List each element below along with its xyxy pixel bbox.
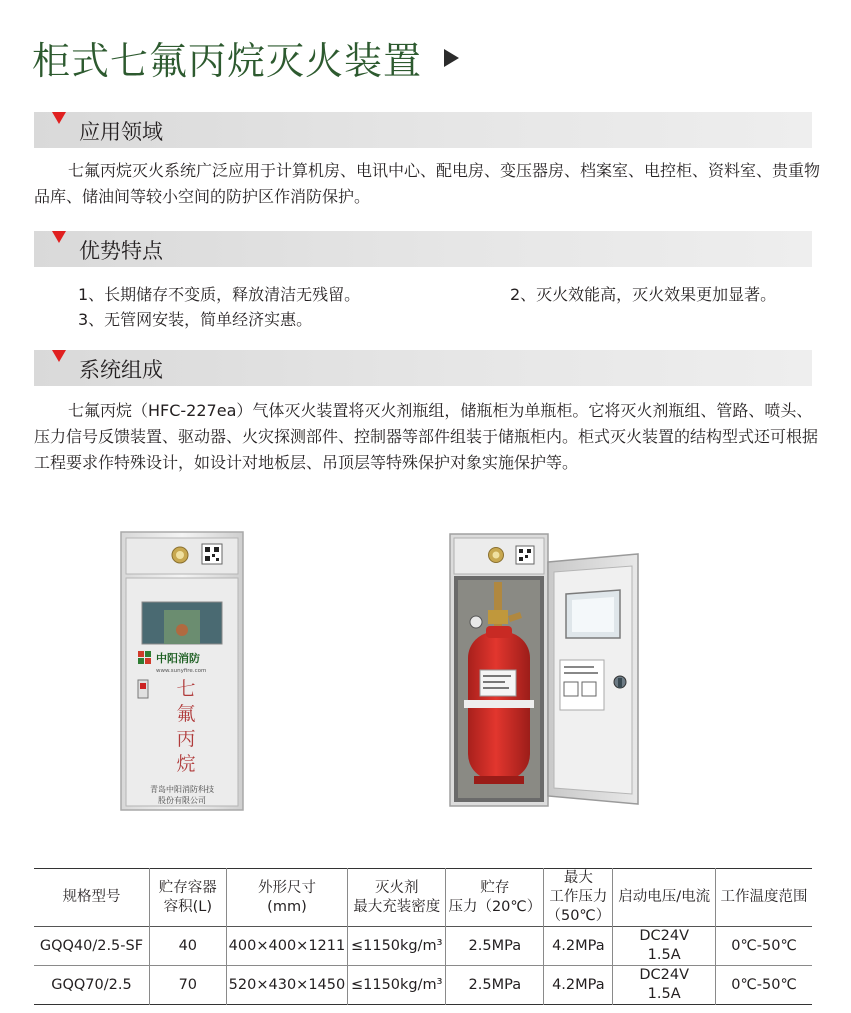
table-header-row	[34, 869, 812, 927]
cell-voltage: DC24V 1.5A	[613, 966, 716, 1005]
feature-item: 1、长期储存不变质，释放清洁无残留。	[78, 285, 361, 304]
vertical-label-char: 七	[176, 678, 196, 700]
feature-item: 2、灭火效能高，灭火效果更加显著。	[510, 285, 777, 304]
red-triangle-icon	[52, 112, 66, 124]
red-triangle-icon	[52, 231, 66, 243]
spec-table	[34, 868, 812, 1005]
table-row	[34, 927, 812, 966]
vertical-label-char: 烷	[176, 753, 196, 775]
section-label: 优势特点	[79, 239, 163, 263]
section-label: 系统组成	[79, 358, 163, 382]
header-cell: 工作温度范围	[716, 869, 812, 927]
cell-max-pressure: 4.2MPa	[544, 927, 613, 966]
red-triangle-icon	[52, 350, 66, 362]
table-row	[34, 966, 812, 1005]
page-title	[32, 30, 459, 85]
closed-cabinet-image	[118, 530, 246, 812]
section-header-features	[34, 231, 812, 267]
header-cell: 贮存 压力（20℃）	[446, 869, 544, 927]
cell-temp: 0℃-50℃	[716, 966, 812, 1005]
company-line: 青岛中阳消防科技	[150, 785, 214, 794]
cell-max-pressure: 4.2MPa	[544, 966, 613, 1005]
page-title-text: 柜式七氟丙烷灭火装置	[32, 39, 423, 83]
cell-size: 400×400×1211	[226, 927, 348, 966]
header-cell: 贮存容器 容积(L)	[149, 869, 226, 927]
cell-model: GQQ70/2.5	[51, 976, 132, 993]
composition-paragraph: 七氟丙烷（HFC-227ea）气体灭火装置将灭火剂瓶组，储瓶柜为单瓶柜。它将灭火剂瓶组、管路、喷头、压力信号反馈装置、驱动器、火灾探测部件、控制器等部件组装于储瓶柜内。柜式灭火装置的结构型式还可根据工程要求作特殊设计，如设计对地板层、吊顶层等特殊保护对象实施保护等。	[34, 401, 819, 472]
cell-voltage: DC24V 1.5A	[613, 927, 716, 966]
section-label: 应用领域	[79, 120, 163, 144]
vertical-label-char: 丙	[176, 728, 196, 750]
open-cabinet-image	[448, 532, 640, 818]
header-cell: 规格型号	[62, 889, 121, 905]
cell-size: 520×430×1450	[226, 966, 348, 1005]
company-line: 股份有限公司	[158, 796, 206, 805]
play-arrow-icon	[444, 49, 459, 67]
header-cell: 灭火剂 最大充装密度	[348, 869, 446, 927]
header-cell: 最大 工作压力 （50℃）	[544, 869, 613, 927]
cell-volume: 40	[149, 927, 226, 966]
section-header-application	[34, 112, 812, 148]
cell-model: GQQ40/2.5-SF	[39, 937, 144, 954]
section-header-composition	[34, 350, 812, 386]
application-paragraph: 七氟丙烷灭火系统广泛应用于计算机房、电讯中心、配电房、变压器房、档案室、电控柜、资料室、贵重物品库、储油间等较小空间的防护区作消防保护。	[34, 161, 821, 206]
brand-name: 中阳消防	[156, 652, 200, 665]
header-cell: 外形尺寸 (mm)	[226, 869, 348, 927]
feature-item: 3、无管网安装，简单经济实惠。	[78, 310, 313, 329]
cell-density: ≤1150kg/m³	[348, 966, 446, 1005]
header-cell: 启动电压/电流	[613, 869, 716, 927]
brand-url: www.sunyfire.com	[156, 668, 207, 674]
vertical-label-char: 氟	[176, 703, 196, 725]
cell-storage-pressure: 2.5MPa	[446, 927, 544, 966]
cell-density: ≤1150kg/m³	[348, 927, 446, 966]
cell-storage-pressure: 2.5MPa	[446, 966, 544, 1005]
cell-temp: 0℃-50℃	[716, 927, 812, 966]
cell-volume: 70	[149, 966, 226, 1005]
